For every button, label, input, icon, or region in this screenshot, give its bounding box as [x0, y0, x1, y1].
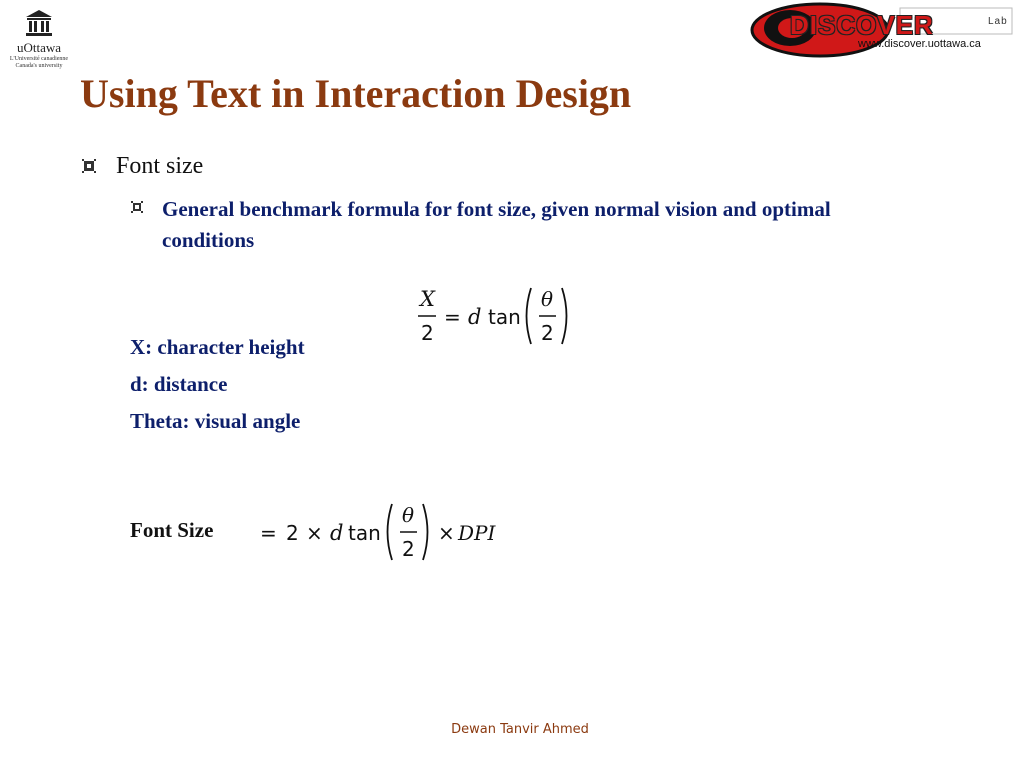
variable-definitions [130, 333, 305, 444]
bullet-benchmark-label: General benchmark formula for font size, given normal vision and optimal conditions [162, 197, 831, 252]
formula-font-size [258, 500, 508, 564]
formula2-two: 2 [286, 521, 299, 545]
formula1-equals: = [444, 305, 461, 329]
definition-d: d: distance [130, 372, 228, 396]
formula1-numerator-x: X [420, 287, 435, 311]
bullet-square-icon [80, 157, 98, 175]
formula2-denominator-2: 2 [402, 537, 415, 561]
formula-character-height [416, 284, 576, 348]
bullet-font-size [80, 153, 203, 180]
lab-label: Lab [988, 16, 1008, 27]
formula2-dpi: DPI [458, 521, 496, 545]
bullet-benchmark [130, 194, 890, 256]
formula2-times-1: × [306, 521, 323, 545]
bullet-square-icon [130, 200, 144, 214]
formula1-d: d [468, 305, 482, 329]
university-tagline-fr: L'Université canadienne [9, 56, 69, 62]
formula2-theta: θ [402, 503, 415, 527]
university-tagline-en: Canada's university [15, 63, 63, 69]
discover-wordmark: DISCOVER [790, 10, 934, 40]
formula2-equals: = [260, 521, 277, 545]
formula2-times-2: × [438, 521, 455, 545]
university-name: uOttawa [16, 40, 62, 55]
footer-author: Dewan Tanvir Ahmed [451, 722, 589, 737]
formula1-denominator-2b: 2 [541, 321, 554, 345]
building-icon [24, 8, 54, 38]
university-logo [8, 8, 70, 70]
formula2-d: d [330, 521, 344, 545]
definition-theta: Theta: visual angle [130, 409, 301, 433]
lab-url: www.discover.uottawa.ca [858, 38, 981, 50]
formula1-denominator-2: 2 [421, 321, 434, 345]
slide-title: Using Text in Interaction Design [80, 71, 632, 116]
font-size-label: Font Size [130, 518, 214, 542]
formula2-tan: tan [348, 521, 381, 545]
formula1-theta: θ [541, 287, 554, 311]
definition-x: X: character height [130, 335, 305, 359]
formula1-tan: tan [488, 305, 521, 329]
bullet-font-size-label: Font size [116, 153, 204, 179]
discover-lab-logo [750, 0, 1024, 58]
